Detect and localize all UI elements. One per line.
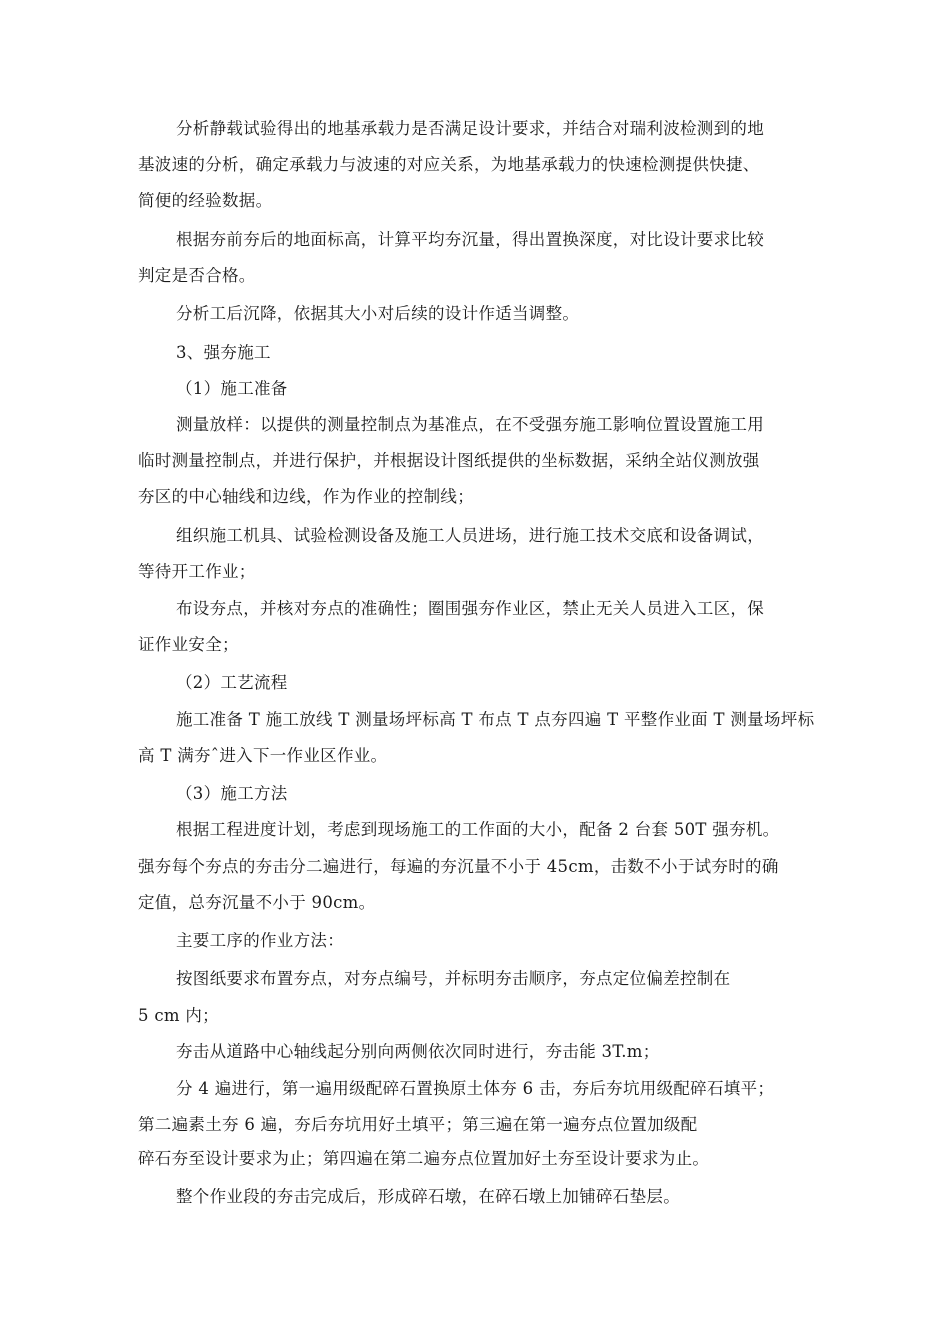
text-line: 分 4 遍进行，第一遍用级配碎石置换原土体夯 6 击，夯后夯坑用级配碎石填平；: [176, 1079, 775, 1098]
text-line: 夯击从道路中心轴线起分别向两侧依次同时进行，夯击能 3T.m；: [176, 1042, 660, 1061]
text-line: 主要工序的作业方法：: [176, 931, 344, 950]
text-line: 组织施工机具、试验检测设备及施工人员进场，进行施工技术交底和设备调试，: [176, 526, 764, 545]
text-line: 施工准备 T 施工放线 T 测量场坪标高 T 布点 T 点夯四遍 T 平整作业面 T 测量场坪标: [176, 710, 815, 729]
text-line: 等待开工作业；: [138, 562, 256, 581]
text-line: 夯区的中心轴线和边线，作为作业的控制线；: [138, 487, 474, 506]
text-line: 临时测量控制点，并进行保护，并根据设计图纸提供的坐标数据，采纳全站仪测放强: [138, 451, 760, 470]
text-line: 基波速的分析，确定承载力与波速的对应关系，为地基承载力的快速检测提供快捷、: [138, 155, 760, 174]
subsection-heading: （1）施工准备: [176, 379, 288, 398]
text-line: 证作业安全；: [138, 635, 239, 654]
text-line: 整个作业段的夯击完成后，形成碎石墩，在碎石墩上加铺碎石垫层。: [176, 1187, 680, 1206]
text-line: 根据夯前夯后的地面标高，计算平均夯沉量，得出置换深度，对比设计要求比较: [176, 230, 764, 249]
text-line: 高 T 满夯ˆ进入下一作业区作业。: [138, 746, 388, 765]
section-heading: 3、强夯施工: [176, 343, 271, 362]
text-line: 简便的经验数据。: [138, 191, 273, 210]
text-line: 判定是否合格。: [138, 266, 256, 285]
text-line: 测量放样：以提供的测量控制点为基准点，在不受强夯施工影响位置设置施工用: [176, 415, 764, 434]
text-line: 定值，总夯沉量不小于 90cm。: [138, 893, 376, 912]
text-line: 碎石夯至设计要求为止；第四遍在第二遍夯点位置加好土夯至设计要求为止。: [138, 1149, 710, 1168]
text-line: 强夯每个夯点的夯击分二遍进行，每遍的夯沉量不小于 45cm，击数不小于试夯时的确: [138, 857, 779, 876]
text-line: 分析工后沉降，依据其大小对后续的设计作适当调整。: [176, 304, 580, 323]
text-line: 分析静载试验得出的地基承载力是否满足设计要求，并结合对瑞利波检测到的地: [176, 119, 764, 138]
subsection-heading: （3）施工方法: [176, 784, 288, 803]
text-line: 5 cm 内；: [138, 1006, 219, 1025]
text-line: 第二遍素土夯 6 遍，夯后夯坑用好土填平；第三遍在第一遍夯点位置加级配: [138, 1115, 698, 1134]
text-line: 按图纸要求布置夯点，对夯点编号，并标明夯击顺序，夯点定位偏差控制在: [176, 969, 731, 988]
text-line: 布设夯点，并核对夯点的准确性；圈围强夯作业区，禁止无关人员进入工区，保: [176, 599, 764, 618]
subsection-heading: （2）工艺流程: [176, 673, 288, 692]
text-line: 根据工程进度计划，考虑到现场施工的工作面的大小，配备 2 台套 50T 强夯机。: [176, 820, 780, 839]
